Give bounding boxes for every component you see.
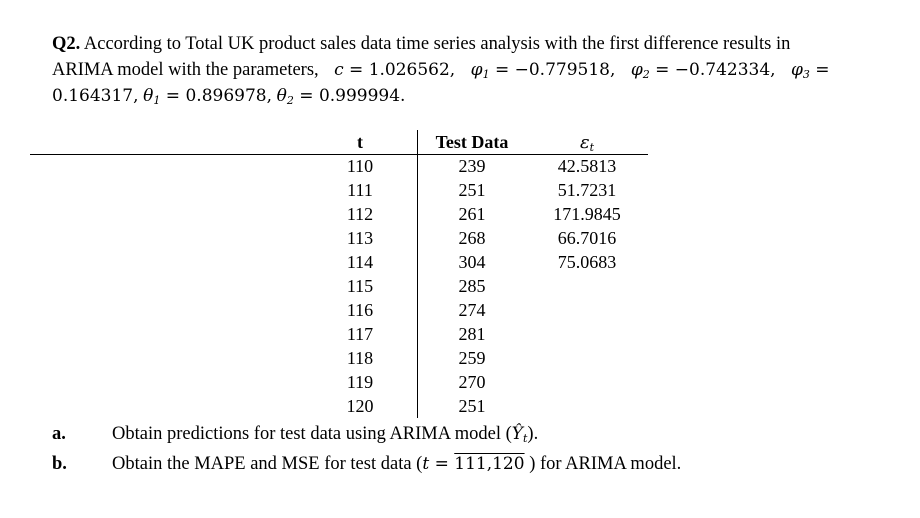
epsilon-cell: 75.0683 [557,252,617,272]
epsilon-cell: 66.7016 [557,228,617,248]
task-a-letter: a. [52,424,66,444]
t-cell: 110 [346,156,374,176]
question-line1-text: According to Total UK product sales data time series analysis with the first difference results in [83,34,791,54]
test-data-cell: 268 [458,228,486,248]
param-phi1: −0.779518, [514,60,616,80]
param-phi2: −0.742334, [674,60,776,80]
test-data-cell: 239 [458,156,486,176]
test-data-cell: 270 [458,372,486,392]
epsilon-cell: 42.5813 [557,156,617,176]
column-test-data [422,130,522,418]
param-theta2: 0.999994. [318,86,406,106]
task-a-text: Obtain predictions for test data using ARIMA model $(Ŷ_t)$. [112,424,539,445]
test-data-cell: 259 [458,348,486,368]
t-cell: 114 [346,252,374,272]
question-line-1 [52,34,790,55]
task-b-letter: b. [52,454,67,474]
task-b-range: 111,120 [454,454,525,474]
t-cell: 115 [346,276,374,296]
test-data-cell: 251 [458,396,486,416]
table-column-divider [417,130,418,418]
header-t: t [357,132,363,152]
t-cell: 118 [346,348,374,368]
question-number: Q2. [52,34,81,54]
header-epsilon: $\varepsilon_t$ [579,132,595,154]
param-phi3: 0.164317, [52,86,139,106]
t-cell: 113 [346,228,374,248]
question-line-2: ARIMA model with the parameters, c = 1.026562, $\varphi_1 = -0.779518$, $\varphi_2 = -0.742334$, $\varphi_3$ = [52,60,830,81]
test-data-cell: 304 [458,252,486,272]
task-b-text: Obtain the MAPE and MSE for test data (t = 111,120 ) for ARIMA model. [112,454,682,474]
t-cell: 120 [346,396,374,416]
param-c: 1.026562, [368,60,456,80]
question-line-3: 0.164317, $\theta_1 = 0.896978$, $\theta_2 = 0.999994$. [52,86,406,107]
t-cell: 116 [346,300,374,320]
epsilon-cell: 171.9845 [553,204,621,224]
header-test-data: Test Data [435,132,509,152]
test-data-cell: 251 [458,180,486,200]
param-theta1: 0.896978, [185,86,272,106]
t-cell: 117 [346,324,374,344]
column-epsilon [542,130,632,274]
t-cell: 111 [347,180,373,200]
test-data-cell: 274 [458,300,486,320]
question-line2-text: ARIMA model with the parameters, [52,60,319,80]
test-data-cell: 261 [458,204,486,224]
test-data-cell: 281 [458,324,486,344]
column-t [328,130,392,418]
test-data-cell: 285 [458,276,486,296]
epsilon-cell: 51.7231 [557,180,617,200]
t-cell: 119 [346,372,374,392]
t-cell: 112 [346,204,374,224]
